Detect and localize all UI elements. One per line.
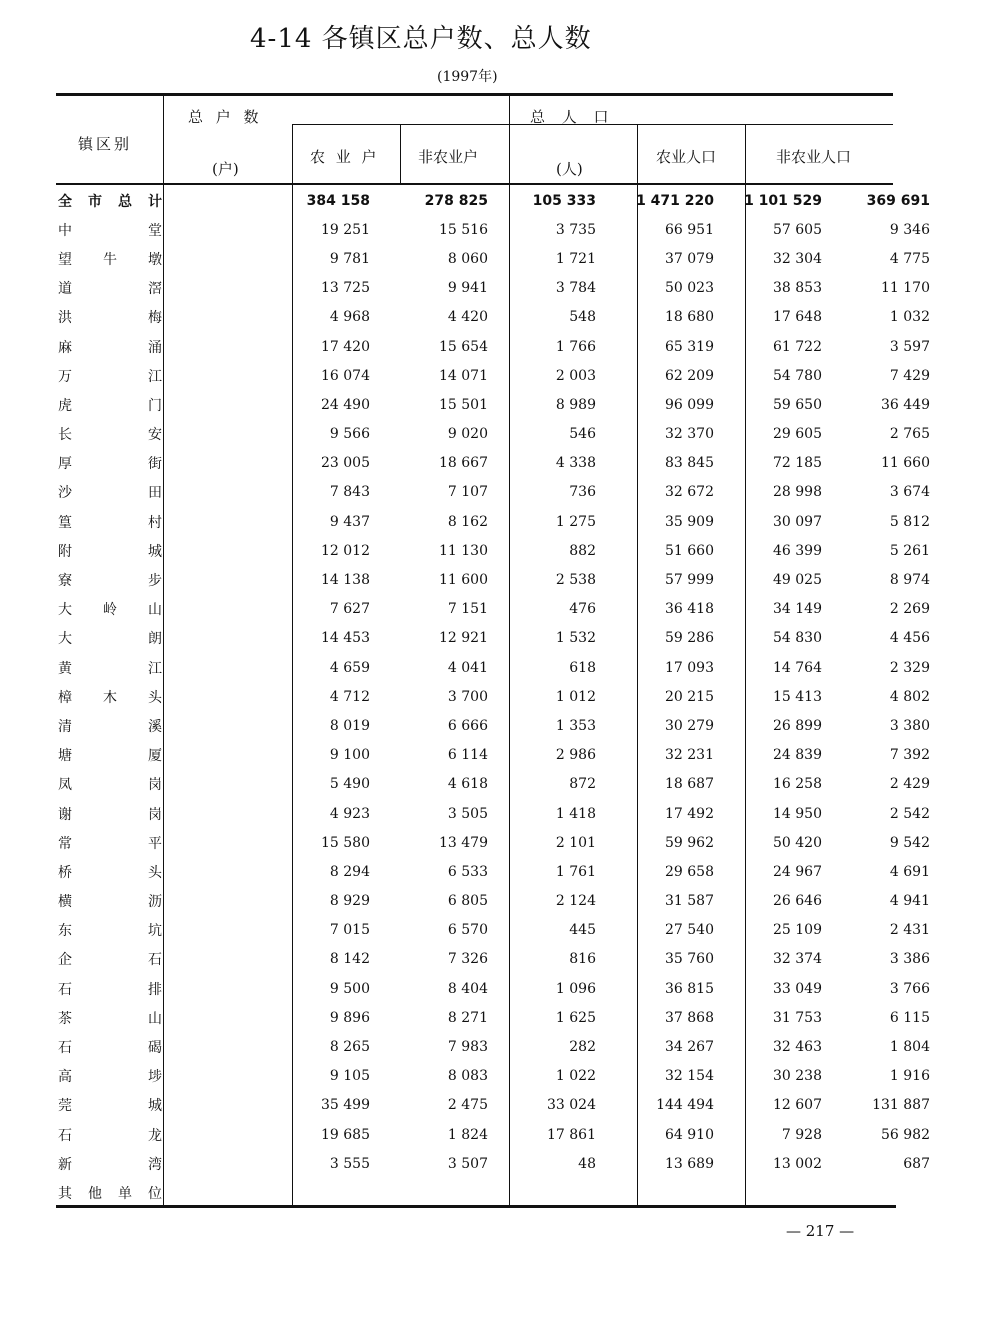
table-row [58, 1178, 930, 1207]
cell-agri-hh: 4 618 [447, 776, 488, 793]
cell-pop: 27 540 [665, 922, 714, 939]
cell-nonagri-pop: 7 429 [889, 367, 930, 384]
header-total-population: 总 人 口 [530, 108, 615, 126]
cell-nonagri-pop: 2 269 [889, 601, 930, 618]
cell-nonagri-pop: 3 386 [889, 951, 930, 968]
cell-nonagri-hh: 2 003 [555, 367, 596, 384]
cell-pop [596, 1178, 714, 1207]
table-row [58, 390, 930, 419]
cell-agri-hh: 6 533 [447, 863, 488, 880]
table-row [58, 653, 930, 682]
cell-hh: 9 100 [329, 747, 370, 764]
header-agri-households: 农 业 户 [310, 148, 380, 166]
cell-nonagri-hh: 2 101 [555, 834, 596, 851]
cell-hh: 35 499 [321, 1097, 370, 1114]
cell-nonagri-pop: 4 691 [889, 863, 930, 880]
cell-pop: 35 760 [665, 951, 714, 968]
cell-nonagri-pop: 4 802 [889, 688, 930, 705]
table-row [58, 420, 930, 449]
cell-hh: 3 555 [329, 1155, 370, 1172]
cell-nonagri-pop: 6 115 [889, 1009, 930, 1026]
table-row [58, 1120, 930, 1149]
cell-agri-hh: 4 420 [447, 309, 488, 326]
cell-agri-hh: 7 326 [447, 951, 488, 968]
cell-pop: 62 209 [665, 367, 714, 384]
table-row [58, 916, 930, 945]
table-row [58, 1003, 930, 1032]
cell-nonagri-pop: 9 346 [889, 221, 930, 238]
table-row [58, 974, 930, 1003]
cell-nonagri-hh: 3 784 [555, 280, 596, 297]
cell-agri-pop: 14 764 [773, 659, 822, 676]
cell-agri-hh: 3 505 [447, 805, 488, 822]
cell-agri-pop: 24 839 [773, 747, 822, 764]
town-name: 横沥 [58, 894, 162, 911]
cell-nonagri-hh: 2 986 [555, 747, 596, 764]
cell-agri-hh: 18 667 [439, 455, 488, 472]
table-row [58, 770, 930, 799]
divider-3 [400, 124, 401, 184]
table-row [58, 857, 930, 886]
town-name: 篁村 [58, 514, 162, 531]
town-name: 大岭山 [58, 602, 162, 619]
cell-agri-pop: 32 304 [773, 250, 822, 267]
page-title: 4-14 各镇区总户数、总人数 [250, 24, 592, 54]
table-row [58, 711, 930, 740]
town-name: 谢岗 [58, 806, 162, 823]
cell-nonagri-pop: 3 597 [889, 338, 930, 355]
town-name: 中堂 [58, 222, 162, 239]
cell-pop: 59 962 [665, 834, 714, 851]
cell-nonagri-pop: 56 982 [881, 1126, 930, 1143]
cell-hh: 9 500 [329, 980, 370, 997]
cell-agri-hh: 6 570 [447, 922, 488, 939]
cell-nonagri-hh: 618 [569, 659, 596, 676]
cell-nonagri-pop: 2 765 [889, 426, 930, 443]
cell-agri-hh: 1 824 [447, 1126, 488, 1143]
table-row [58, 741, 930, 770]
town-name: 万江 [58, 368, 162, 385]
cell-hh: 19 685 [321, 1126, 370, 1143]
cell-nonagri-pop: 5 812 [889, 513, 930, 530]
cell-agri-pop: 54 780 [773, 367, 822, 384]
cell-hh: 19 251 [321, 221, 370, 238]
cell-agri-pop: 31 753 [773, 1009, 822, 1026]
cell-agri-pop: 26 646 [773, 893, 822, 910]
page-number: — 217 — [786, 1222, 855, 1240]
header-households-unit: (户) [212, 160, 239, 178]
header-total-households: 总 户 数 [188, 108, 263, 126]
total-row [58, 186, 930, 215]
cell-agri-pop: 16 258 [773, 776, 822, 793]
cell-nonagri-pop: 2 429 [889, 776, 930, 793]
cell-agri-hh: 9 941 [447, 280, 488, 297]
cell-agri-hh: 15 516 [439, 221, 488, 238]
cell-hh: 24 490 [321, 396, 370, 413]
header-nonagri-population: 非农业人口 [776, 148, 852, 166]
cell-nonagri-pop: 11 660 [881, 455, 930, 472]
cell-nonagri-pop: 7 392 [889, 747, 930, 764]
cell-pop: 83 845 [665, 455, 714, 472]
town-name: 莞城 [58, 1098, 162, 1115]
cell-agri-hh: 14 071 [439, 367, 488, 384]
header-nonagri-households: 非农业户 [418, 148, 479, 166]
cell-agri-hh: 8 083 [447, 1068, 488, 1085]
cell-agri-pop: 34 149 [773, 601, 822, 618]
cell-pop: 37 868 [665, 1009, 714, 1026]
town-name: 常平 [58, 835, 162, 852]
cell-agri-hh: 3 507 [447, 1155, 488, 1172]
town-name: 桥头 [58, 864, 162, 881]
cell-agri-pop: 59 650 [773, 396, 822, 413]
cell-hh: 15 580 [321, 834, 370, 851]
table-row [58, 682, 930, 711]
header-town: 镇区别 [78, 135, 133, 153]
cell-hh: 8 142 [329, 951, 370, 968]
cell-hh: 17 420 [321, 338, 370, 355]
cell-nonagri-hh: 4 338 [555, 455, 596, 472]
cell-nonagri-pop: 687 [903, 1155, 930, 1172]
cell-agri-pop: 30 238 [773, 1068, 822, 1085]
cell-hh: 4 659 [329, 659, 370, 676]
town-name: 全市总计 [58, 193, 162, 210]
cell-hh [162, 1178, 370, 1207]
town-name: 樟木头 [58, 689, 162, 706]
cell-agri-hh: 278 825 [424, 192, 488, 209]
cell-nonagri-pop: 4 456 [889, 630, 930, 647]
cell-agri-pop: 7 928 [781, 1126, 822, 1143]
cell-hh: 7 627 [329, 601, 370, 618]
town-name: 高埗 [58, 1069, 162, 1086]
cell-nonagri-pop: 4 941 [889, 893, 930, 910]
cell-nonagri-pop: 11 170 [881, 280, 930, 297]
cell-hh: 7 015 [329, 922, 370, 939]
cell-pop: 36 815 [665, 980, 714, 997]
town-name: 其他单位 [58, 1185, 162, 1202]
table-row [58, 361, 930, 390]
cell-agri-pop: 33 049 [773, 980, 822, 997]
cell-agri-hh: 11 600 [439, 572, 488, 589]
cell-pop: 144 494 [656, 1097, 714, 1114]
cell-pop: 57 999 [665, 572, 714, 589]
cell-nonagri-hh: 872 [569, 776, 596, 793]
cell-agri-pop: 54 830 [773, 630, 822, 647]
cell-nonagri-hh: 1 096 [555, 980, 596, 997]
table-row [58, 887, 930, 916]
cell-nonagri-hh: 1 418 [555, 805, 596, 822]
cell-pop: 51 660 [665, 542, 714, 559]
cell-agri-hh: 2 475 [447, 1097, 488, 1114]
cell-pop: 96 099 [665, 396, 714, 413]
cell-agri-pop: 28 998 [773, 484, 822, 501]
cell-pop: 17 093 [665, 659, 714, 676]
cell-pop: 64 910 [665, 1126, 714, 1143]
cell-nonagri-hh: 17 861 [547, 1126, 596, 1143]
cell-agri-hh: 9 020 [447, 426, 488, 443]
cell-hh: 9 437 [329, 513, 370, 530]
town-name: 新湾 [58, 1156, 162, 1173]
cell-pop: 65 319 [665, 338, 714, 355]
cell-hh: 12 012 [321, 542, 370, 559]
cell-agri-pop: 57 605 [773, 221, 822, 238]
table-row [58, 536, 930, 565]
town-name: 麻涌 [58, 339, 162, 356]
cell-nonagri-pop: 3 674 [889, 484, 930, 501]
town-name: 塘厦 [58, 748, 162, 765]
town-name: 长安 [58, 427, 162, 444]
table-row [58, 274, 930, 303]
cell-nonagri-hh: 1 532 [555, 630, 596, 647]
cell-pop: 32 154 [665, 1068, 714, 1085]
cell-agri-hh: 8 271 [447, 1009, 488, 1026]
cell-pop: 36 418 [665, 601, 714, 618]
table-row [58, 624, 930, 653]
cell-nonagri-hh: 1 012 [555, 688, 596, 705]
cell-nonagri-pop: 1 032 [889, 309, 930, 326]
header-population-unit: (人) [556, 160, 583, 178]
cell-hh: 8 294 [329, 863, 370, 880]
cell-agri-pop: 32 374 [773, 951, 822, 968]
cell-nonagri-hh: 1 022 [555, 1068, 596, 1085]
town-name: 凤岗 [58, 777, 162, 794]
town-name: 望牛墩 [58, 251, 162, 268]
cell-hh: 9 896 [329, 1009, 370, 1026]
cell-pop: 32 370 [665, 426, 714, 443]
cell-agri-hh: 12 921 [439, 630, 488, 647]
town-name: 道滘 [58, 281, 162, 298]
cell-agri-pop: 38 853 [773, 280, 822, 297]
cell-agri-pop: 72 185 [773, 455, 822, 472]
table-row [58, 595, 930, 624]
cell-agri-pop: 17 648 [773, 309, 822, 326]
cell-nonagri-hh: 548 [569, 309, 596, 326]
table-row [58, 215, 930, 244]
cell-hh: 5 490 [329, 776, 370, 793]
cell-hh: 4 712 [329, 688, 370, 705]
cell-agri-hh: 6 114 [447, 747, 488, 764]
cell-nonagri-pop: 8 974 [889, 572, 930, 589]
cell-nonagri-hh: 3 735 [555, 221, 596, 238]
cell-nonagri-hh: 1 625 [555, 1009, 596, 1026]
cell-agri-pop: 29 605 [773, 426, 822, 443]
table-row [58, 1149, 930, 1178]
table-row [58, 828, 930, 857]
header-agri-population: 农业人口 [656, 148, 717, 166]
cell-nonagri-hh: 282 [569, 1039, 596, 1056]
town-name: 大朗 [58, 631, 162, 648]
cell-hh: 7 843 [329, 484, 370, 501]
table-row [58, 478, 930, 507]
cell-pop: 20 215 [665, 688, 714, 705]
cell-agri-pop: 61 722 [773, 338, 822, 355]
cell-pop: 32 672 [665, 484, 714, 501]
cell-pop: 66 951 [665, 221, 714, 238]
town-name: 沙田 [58, 485, 162, 502]
table-subtitle: (1997年) [437, 69, 498, 85]
cell-nonagri-hh: 2 538 [555, 572, 596, 589]
cell-pop: 13 689 [665, 1155, 714, 1172]
cell-agri-pop: 32 463 [773, 1039, 822, 1056]
cell-agri-hh: 8 404 [447, 980, 488, 997]
cell-nonagri-pop: 1 916 [889, 1068, 930, 1085]
cell-agri-pop: 1 101 529 [744, 192, 822, 209]
cell-nonagri-hh: 105 333 [532, 192, 596, 209]
cell-agri-hh: 6 805 [447, 893, 488, 910]
town-name: 石碣 [58, 1040, 162, 1057]
table-row [58, 1062, 930, 1091]
cell-nonagri-hh: 1 761 [555, 863, 596, 880]
cell-agri-pop: 13 002 [773, 1155, 822, 1172]
cell-agri-hh: 13 479 [439, 834, 488, 851]
cell-hh: 16 074 [321, 367, 370, 384]
cell-pop: 30 279 [665, 717, 714, 734]
cell-nonagri-pop: 9 542 [889, 834, 930, 851]
cell-nonagri-hh: 48 [578, 1155, 596, 1172]
cell-nonagri-pop: 131 887 [872, 1097, 930, 1114]
cell-nonagri-pop: 369 691 [866, 192, 930, 209]
cell-nonagri-pop: 3 380 [889, 717, 930, 734]
town-name: 虎门 [58, 397, 162, 414]
cell-agri-pop: 15 413 [773, 688, 822, 705]
data-table [58, 186, 930, 1208]
cell-nonagri-hh: 1 275 [555, 513, 596, 530]
town-name: 洪梅 [58, 310, 162, 327]
cell-agri-hh [370, 1178, 488, 1207]
table-row [58, 449, 930, 478]
cell-hh: 8 019 [329, 717, 370, 734]
cell-nonagri-hh: 882 [569, 542, 596, 559]
table-row [58, 1091, 930, 1120]
cell-agri-pop: 25 109 [773, 922, 822, 939]
cell-nonagri-pop: 2 431 [889, 922, 930, 939]
cell-hh: 9 566 [329, 426, 370, 443]
table-row [58, 565, 930, 594]
table-row [58, 945, 930, 974]
cell-hh: 14 453 [321, 630, 370, 647]
table-row [58, 1032, 930, 1061]
cell-nonagri-hh: 2 124 [555, 893, 596, 910]
town-name: 石龙 [58, 1127, 162, 1144]
town-name: 黄江 [58, 660, 162, 677]
cell-agri-hh: 4 041 [447, 659, 488, 676]
cell-nonagri-hh: 1 353 [555, 717, 596, 734]
cell-nonagri-pop: 4 775 [889, 250, 930, 267]
cell-nonagri-hh: 736 [569, 484, 596, 501]
cell-nonagri-hh [488, 1178, 596, 1207]
cell-agri-pop: 12 607 [773, 1097, 822, 1114]
cell-agri-hh: 15 654 [439, 338, 488, 355]
cell-agri-hh: 8 162 [447, 513, 488, 530]
cell-hh: 4 923 [329, 805, 370, 822]
town-name: 厚街 [58, 456, 162, 473]
cell-agri-hh: 3 700 [447, 688, 488, 705]
cell-agri-pop: 14 950 [773, 805, 822, 822]
town-name: 东坑 [58, 923, 162, 940]
cell-agri-hh: 8 060 [447, 250, 488, 267]
table-row [58, 799, 930, 828]
cell-nonagri-pop: 2 542 [889, 805, 930, 822]
town-name: 附城 [58, 543, 162, 560]
cell-pop: 32 231 [665, 747, 714, 764]
cell-pop: 50 023 [665, 280, 714, 297]
cell-nonagri-hh: 8 989 [555, 396, 596, 413]
cell-hh: 4 968 [329, 309, 370, 326]
header-bottom-rule [56, 183, 893, 185]
cell-nonagri-hh: 816 [569, 951, 596, 968]
town-name: 企石 [58, 952, 162, 969]
cell-nonagri-pop [822, 1178, 930, 1207]
cell-hh: 8 265 [329, 1039, 370, 1056]
cell-hh: 9 781 [329, 250, 370, 267]
cell-agri-pop [714, 1178, 822, 1207]
cell-agri-hh: 7 983 [447, 1039, 488, 1056]
cell-hh: 9 105 [329, 1068, 370, 1085]
cell-pop: 35 909 [665, 513, 714, 530]
cell-pop: 1 471 220 [636, 192, 714, 209]
cell-nonagri-pop: 1 804 [889, 1039, 930, 1056]
cell-pop: 17 492 [665, 805, 714, 822]
cell-hh: 8 929 [329, 893, 370, 910]
cell-hh: 384 158 [306, 192, 370, 209]
cell-nonagri-hh: 1 721 [555, 250, 596, 267]
table-row [58, 244, 930, 273]
town-name: 清溪 [58, 718, 162, 735]
cell-pop: 59 286 [665, 630, 714, 647]
cell-agri-pop: 24 967 [773, 863, 822, 880]
cell-agri-hh: 7 151 [447, 601, 488, 618]
cell-agri-hh: 6 666 [447, 717, 488, 734]
cell-hh: 13 725 [321, 280, 370, 297]
table-row [58, 507, 930, 536]
cell-agri-hh: 7 107 [447, 484, 488, 501]
cell-pop: 31 587 [665, 893, 714, 910]
cell-pop: 18 680 [665, 309, 714, 326]
cell-pop: 29 658 [665, 863, 714, 880]
cell-agri-pop: 46 399 [773, 542, 822, 559]
cell-nonagri-pop: 3 766 [889, 980, 930, 997]
cell-agri-hh: 11 130 [439, 542, 488, 559]
table-row [58, 332, 930, 361]
town-name: 茶山 [58, 1010, 162, 1027]
cell-nonagri-hh: 1 766 [555, 338, 596, 355]
cell-pop: 37 079 [665, 250, 714, 267]
cell-nonagri-hh: 476 [569, 601, 596, 618]
cell-nonagri-hh: 445 [569, 922, 596, 939]
cell-nonagri-pop: 2 329 [889, 659, 930, 676]
cell-pop: 18 687 [665, 776, 714, 793]
table-row [58, 303, 930, 332]
cell-agri-pop: 30 097 [773, 513, 822, 530]
cell-hh: 23 005 [321, 455, 370, 472]
cell-nonagri-hh: 546 [569, 426, 596, 443]
cell-hh: 14 138 [321, 572, 370, 589]
cell-nonagri-hh: 33 024 [547, 1097, 596, 1114]
town-name: 石排 [58, 981, 162, 998]
top-rule [56, 93, 893, 96]
cell-agri-pop: 26 899 [773, 717, 822, 734]
cell-pop: 34 267 [665, 1039, 714, 1056]
cell-agri-pop: 50 420 [773, 834, 822, 851]
town-name: 寮步 [58, 573, 162, 590]
cell-nonagri-pop: 5 261 [889, 542, 930, 559]
cell-agri-hh: 15 501 [439, 396, 488, 413]
cell-agri-pop: 49 025 [773, 572, 822, 589]
cell-nonagri-pop: 36 449 [881, 396, 930, 413]
